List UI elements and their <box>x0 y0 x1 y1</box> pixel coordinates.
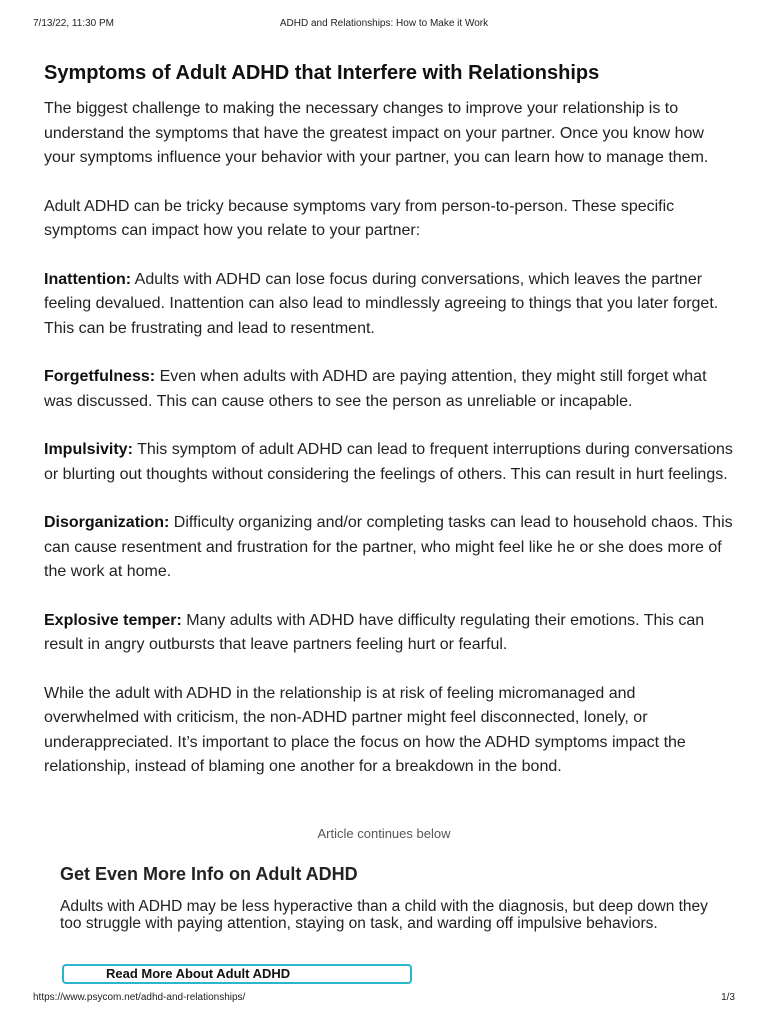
article-body <box>44 58 734 804</box>
page-url[interactable]: https://www.psycom.net/adhd-and-relationships/ <box>33 992 246 1003</box>
symptom-forgetfulness <box>44 365 734 414</box>
intro-paragraph: The biggest challenge to making the necessary changes to improve your relationship is to understand the symptoms that have the greatest impact on your partner. Once you know how your symptoms influence your behavior with your partner, you can learn how to manage them. <box>44 100 709 166</box>
print-footer <box>0 992 768 1006</box>
symptom-term: Inattention: <box>44 270 132 288</box>
symptom-text: This symptom of adult ADHD can lead to frequent interruptions during conversations or blurting out thoughts without considering the feelings of others. This can result in hurt feelings. <box>44 441 733 483</box>
print-page-title: ADHD and Relationships: How to Make it Work <box>279 18 489 29</box>
article-continues-label: Article continues below <box>317 826 451 841</box>
closing-paragraph: While the adult with ADHD in the relationship is at risk of feeling micromanaged and overwhelmed with criticism, the non-ADHD partner might feel disconnected, lonely, or underappreciated. It’s important to place the focus on how the ADHD symptoms impact the relationship, instead of blaming one another for a breakdown in the bond. <box>44 684 686 775</box>
page-number: 1/3 <box>721 992 735 1003</box>
symptom-text: Even when adults with ADHD are paying attention, they might still forget what was discussed. This can cause others to see the person as unreliable or incapable. <box>44 368 707 410</box>
symptom-text: Adults with ADHD can lose focus during conversations, which leaves the partner feeling devalued. Inattention can also lead to mindlessly agreeing to things that you later forget. This can be frustrating and lead to resentment. <box>44 270 719 337</box>
symptom-impulsivity <box>44 438 734 487</box>
promo-box <box>60 860 720 981</box>
symptom-term: Disorganization: <box>44 514 170 531</box>
symptom-term: Forgetfulness: <box>44 368 156 385</box>
symptom-text: Many adults with ADHD have difficulty regulating their emotions. This can result in angry outbursts that leave partners feeling hurt or fearful. <box>44 611 705 653</box>
print-date: 7/13/22, 11:30 PM <box>33 18 114 29</box>
promo-heading: Get Even More Info on Adult ADHD <box>60 864 358 884</box>
print-header <box>0 18 768 32</box>
symptom-explosive-temper <box>44 609 734 658</box>
symptom-term: Explosive temper: <box>44 611 182 629</box>
lead-paragraph: Adult ADHD can be tricky because symptoms vary from person-to-person. These specific symptoms can impact how you relate to your partner: <box>44 197 675 239</box>
symptom-inattention <box>44 268 734 342</box>
read-more-button[interactable]: Read More About Adult ADHD <box>62 964 412 984</box>
promo-text: Adults with ADHD may be less hyperactive than a child with the diagnosis, but deep down they too struggle with paying attention, staying on task, and warding off impulsive behaviors. <box>60 898 708 932</box>
symptom-term: Impulsivity: <box>44 441 133 458</box>
symptom-disorganization <box>44 511 734 585</box>
symptom-text: Difficulty organizing and/or completing tasks can lead to household chaos. This can cause resentment and frustration for the partner, who might feel like he or she does more of the work at home. <box>44 514 733 580</box>
section-heading: Symptoms of Adult ADHD that Interfere with Relationships <box>44 62 600 84</box>
